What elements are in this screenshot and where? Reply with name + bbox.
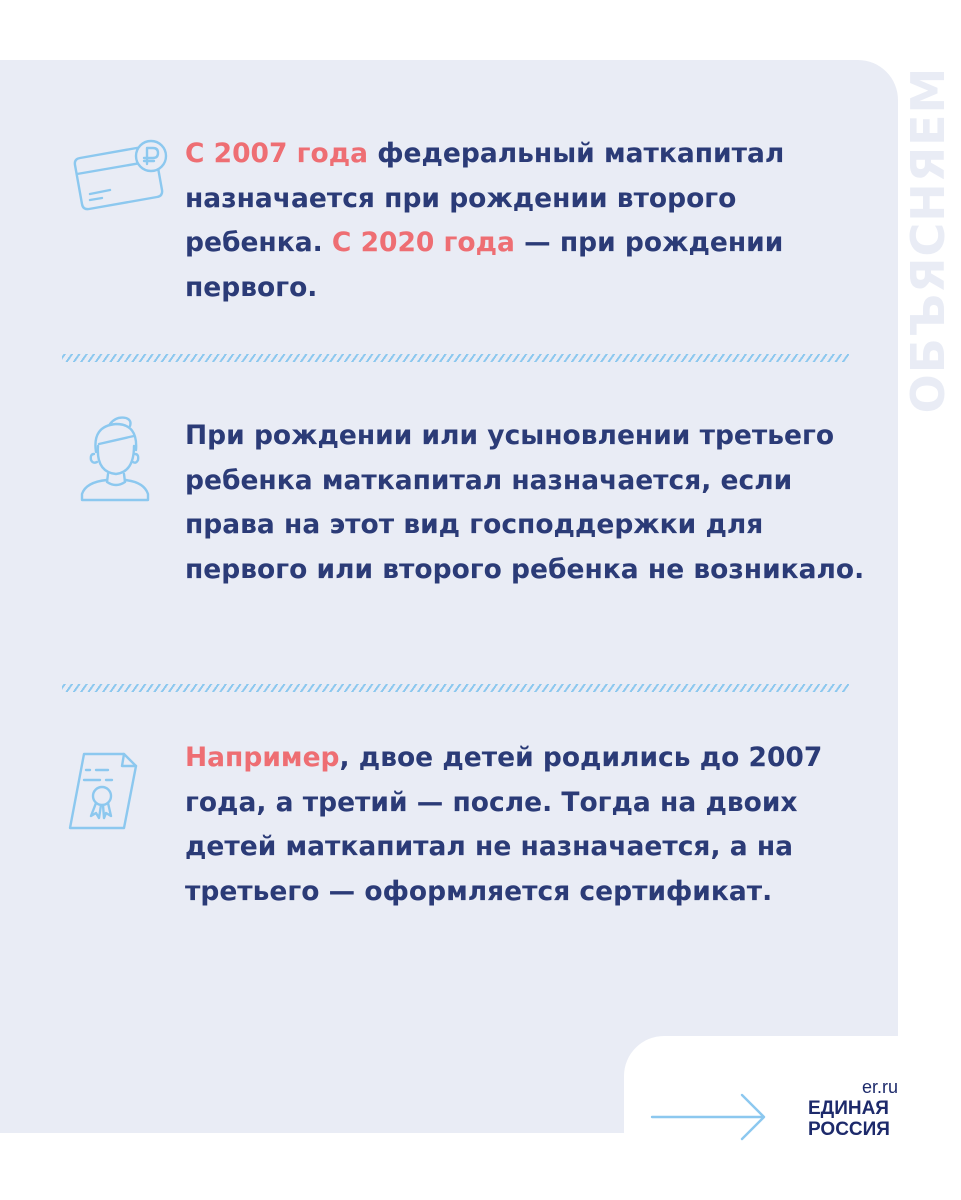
party-logo	[806, 1098, 898, 1140]
payment-card-ruble-icon	[66, 136, 172, 212]
body-text: — при рождении первого.	[185, 227, 784, 303]
body-text: федеральный маткапитал назначается при рождении второго ребенка.	[185, 138, 785, 258]
accent-text: С 2020 года	[331, 227, 515, 258]
text-block-1	[185, 132, 865, 310]
body-text: При рождении или усыновлении третьего ребенка маткапитал назначается, если права на этот вид господдержки для первого или второго ребенка не возникало.	[185, 420, 865, 585]
logo-line-2: РОССИЯ	[808, 1119, 890, 1140]
site-link[interactable]: er.ru	[861, 1077, 898, 1097]
body-text: , двое детей родились до 2007 года, а третий — после. Тогда на двоих детей маткапитал не назначается, а на третьего — оформляется сертификат.	[185, 742, 823, 907]
logo-line-1: ЕДИНАЯ	[808, 1098, 889, 1119]
divider	[62, 354, 849, 362]
brand-block	[806, 1076, 898, 1140]
accent-text: С 2007 года	[185, 138, 368, 169]
certificate-icon	[64, 750, 144, 832]
accent-text: Например	[185, 742, 340, 773]
text-block-3	[185, 736, 865, 914]
side-label: ОБЪЯСНЯЕМ	[901, 66, 955, 414]
divider	[62, 684, 849, 692]
arrow-right-icon	[650, 1093, 770, 1141]
child-person-icon	[76, 414, 152, 504]
text-block-2	[185, 414, 865, 592]
